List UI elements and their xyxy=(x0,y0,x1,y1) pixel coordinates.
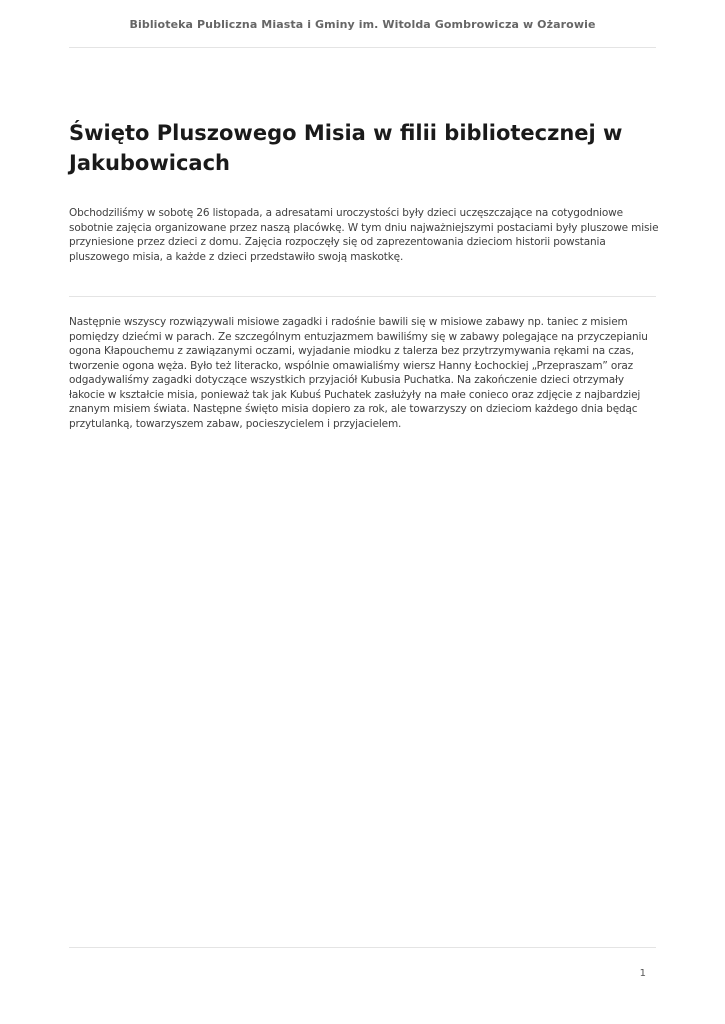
article-title: Święto Pluszowego Misia w filii bibliotecznej w Jakubowicach xyxy=(69,121,623,175)
header-divider xyxy=(69,47,656,48)
page-number: 1 xyxy=(639,968,646,979)
section-divider xyxy=(69,296,656,297)
article-paragraph-2: Następnie wszyscy rozwiązywali misiowe zagadki i radośnie bawili się w misiowe zabawy np. taniec z misiem pomiędzy dziećmi w parach. Ze szczególnym entuzjazmem bawiliśmy się w zabawy polegające na przyczepianiu ogona Kłapouchemu z zawiązanymi oczami, wyjadanie miodku z talerza bez przytrzymywania rękami na czas, tworzenie ogona węża. Było też literacko, wspólnie omawialiśmy wiersz Hanny Łochockiej „Przepraszam” oraz odgadywaliśmy zagadki dotyczące wszystkich przyjaciół Kubusia Puchatka. Na zakończenie dzieci otrzymały łakocie w kształcie misia, ponieważ tak jak Kubuś Puchatek zasłużyły na małe conieco oraz zdjęcie z najbardziej znanym misiem świata. Następne święto misia dopiero za rok, ale towarzyszy on dzieciom każdego dnia będąc przytulanką, towarzyszem zabaw, pocieszycielem i przyjacielem. xyxy=(69,316,648,430)
footer-divider xyxy=(69,947,656,948)
article-paragraph-1: Obchodziliśmy w sobotę 26 listopada, a adresatami uroczystości były dzieci uczęszczające na cotygodniowe sobotnie zajęcia organizowane przez naszą placówkę. W tym dniu najważniejszymi postaciami były pluszowe misie przyniesione przez dzieci z domu. Zajęcia rozpoczęły się od zaprezentowania dzieciom historii powstania pluszowego misia, a każde z dzieci przedstawiło swoją maskotkę. xyxy=(69,207,659,263)
library-name: Biblioteka Publiczna Miasta i Gminy im. Witolda Gombrowicza w Ożarowie xyxy=(129,18,596,31)
page-header xyxy=(0,0,725,48)
